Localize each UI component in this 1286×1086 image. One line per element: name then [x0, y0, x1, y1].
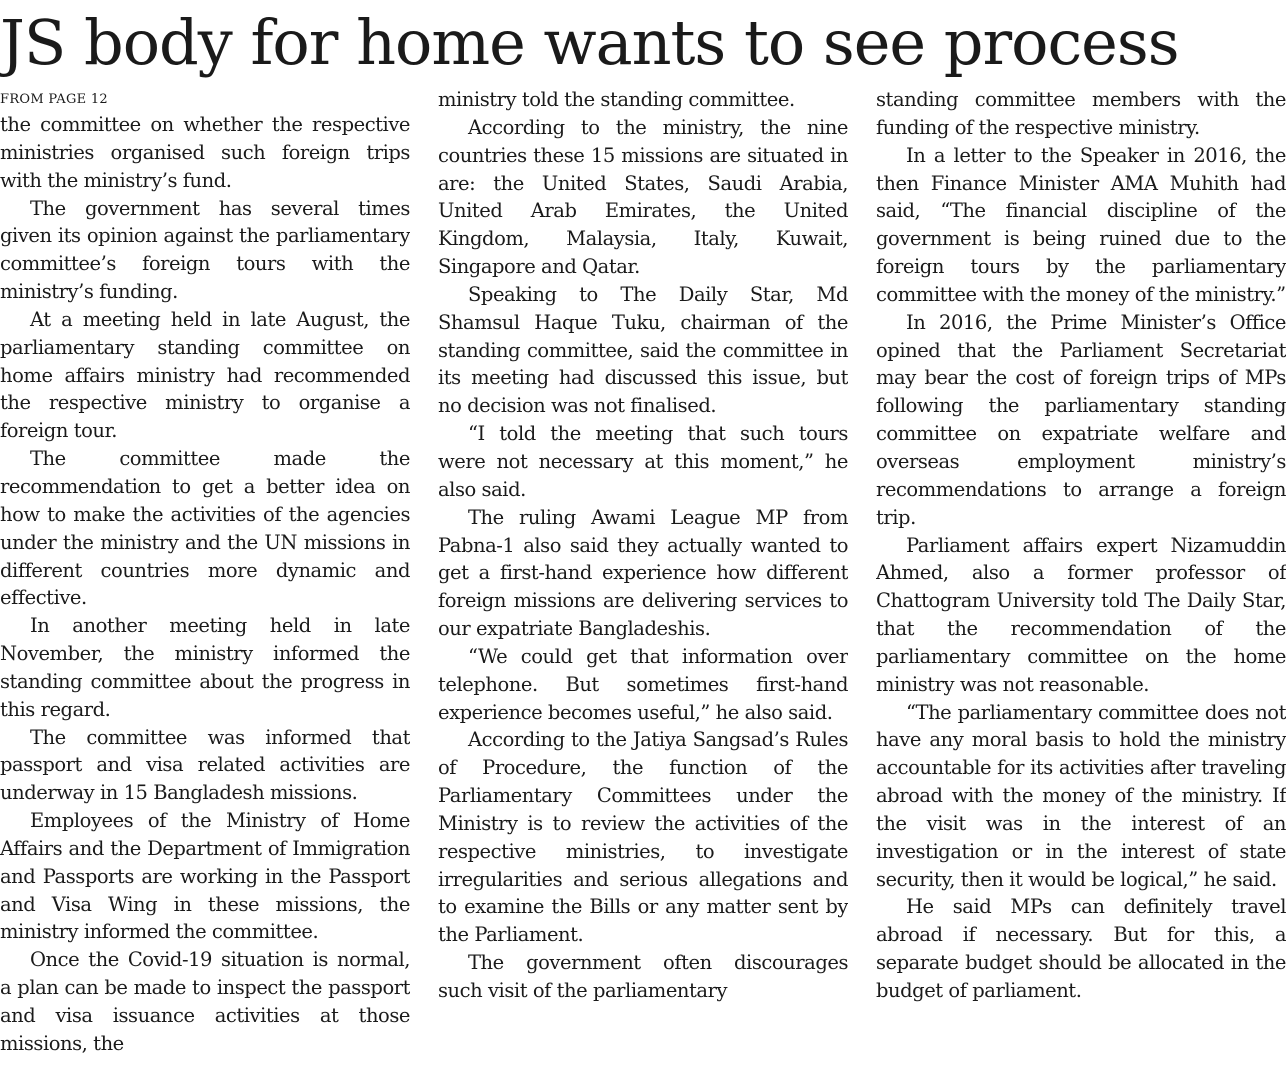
paragraph: The government has several times given its opinion against the parliamentary committee’s foreign tours with the ministry’s funding.	[0, 196, 410, 304]
paragraph: Employees of the Ministry of Home Affairs and the Department of Immigration and Passports are working in the Passport and Visa Wing in these missions, the ministry informed the committee.	[0, 809, 410, 944]
article-column-2	[438, 86, 848, 1084]
paragraph: the committee on whether the respective ministries organised such foreign trips with the ministry’s fund.	[0, 113, 410, 192]
paragraph: “I told the meeting that such tours were not necessary at this moment,” he also said.	[438, 422, 848, 501]
paragraph: According to the ministry, the nine countries these 15 missions are situated in are: the United States, Saudi Arabia, United Arab Emirates, the United Kingdom, Malaysia, Italy, Kuwait, Singapore and Qatar.	[438, 115, 848, 279]
article-column-3	[876, 86, 1286, 1084]
paragraph: According to the Jatiya Sangsad’s Rules of Procedure, the function of the Parliamentary Committees under the Ministry is to review the activities of the respective ministries, to investigate irregularities and serious allegations and to examine the Bills or any matter sent by the Parliament.	[438, 728, 848, 947]
jump-line: FROM PAGE 12	[0, 92, 108, 107]
paragraph: In a letter to the Speaker in 2016, the then Finance Minister AMA Muhith had said, “The financial discipline of the government is being ruined due to the foreign tours by the parliamentary committee with the money of the ministry.”	[876, 143, 1286, 306]
paragraph: Parliament affairs expert Nizamuddin Ahmed, also a former professor of Chattogram University told The Daily Star, that the recommendation of the parliamentary committee on the home ministry was not reasonable.	[876, 533, 1286, 696]
paragraph: The committee made the recommendation to get a better idea on how to make the activities of the agencies under the ministry and the UN missions in different countries more dynamic and effective.	[0, 447, 410, 610]
paragraph: The ruling Awami League MP from Pabna-1 also said they actually wanted to get a first-hand experience how different foreign missions are delivering services to our expatriate Bangladeshis.	[438, 505, 848, 641]
paragraph: At a meeting held in late August, the parliamentary standing committee on home affairs ministry had recommended the respective ministry to organise a foreign tour.	[0, 307, 410, 443]
paragraph: “The parliamentary committee does not have any moral basis to hold the ministry accountable for its activities after traveling abroad with the money of the ministry. If the visit was in the interest of an investigation or in the interest of state security, then it would be logical,” he said.	[876, 700, 1286, 891]
paragraph: He said MPs can definitely travel abroad if necessary. But for this, a separate budget should be allocated in the budget of parliament.	[876, 895, 1286, 1002]
article-column-1	[0, 86, 410, 1084]
paragraph: “We could get that information over telephone. But sometimes first-hand experience becomes useful,” he also said.	[438, 644, 848, 724]
paragraph: Once the Covid-19 situation is normal, a plan can be made to inspect the passport and visa issuance activities at those missions, the	[0, 948, 410, 1055]
paragraph: In another meeting held in late November, the ministry informed the standing committee about the progress in this regard.	[0, 614, 410, 721]
paragraph: standing committee members with the funding of the respective ministry.	[876, 88, 1286, 139]
paragraph: Speaking to The Daily Star, Md Shamsul Haque Tuku, chairman of the standing committee, said the committee in its meeting had discussed this issue, but no decision was not finalised.	[438, 282, 848, 418]
paragraph: The government often discourages such visit of the parliamentary	[438, 951, 848, 1002]
headline: JS body for home wants to see process	[0, 6, 1179, 79]
paragraph: The committee was informed that passport and visa related activities are underway in 15 Bangladesh missions.	[0, 725, 410, 805]
paragraph: In 2016, the Prime Minister’s Office opined that the Parliament Secretariat may bear the cost of foreign trips of MPs following the parliamentary standing committee on expatriate welfare and overseas employment ministry’s recommendations to arrange a foreign trip.	[876, 310, 1286, 529]
paragraph: ministry told the standing committee.	[438, 88, 795, 111]
